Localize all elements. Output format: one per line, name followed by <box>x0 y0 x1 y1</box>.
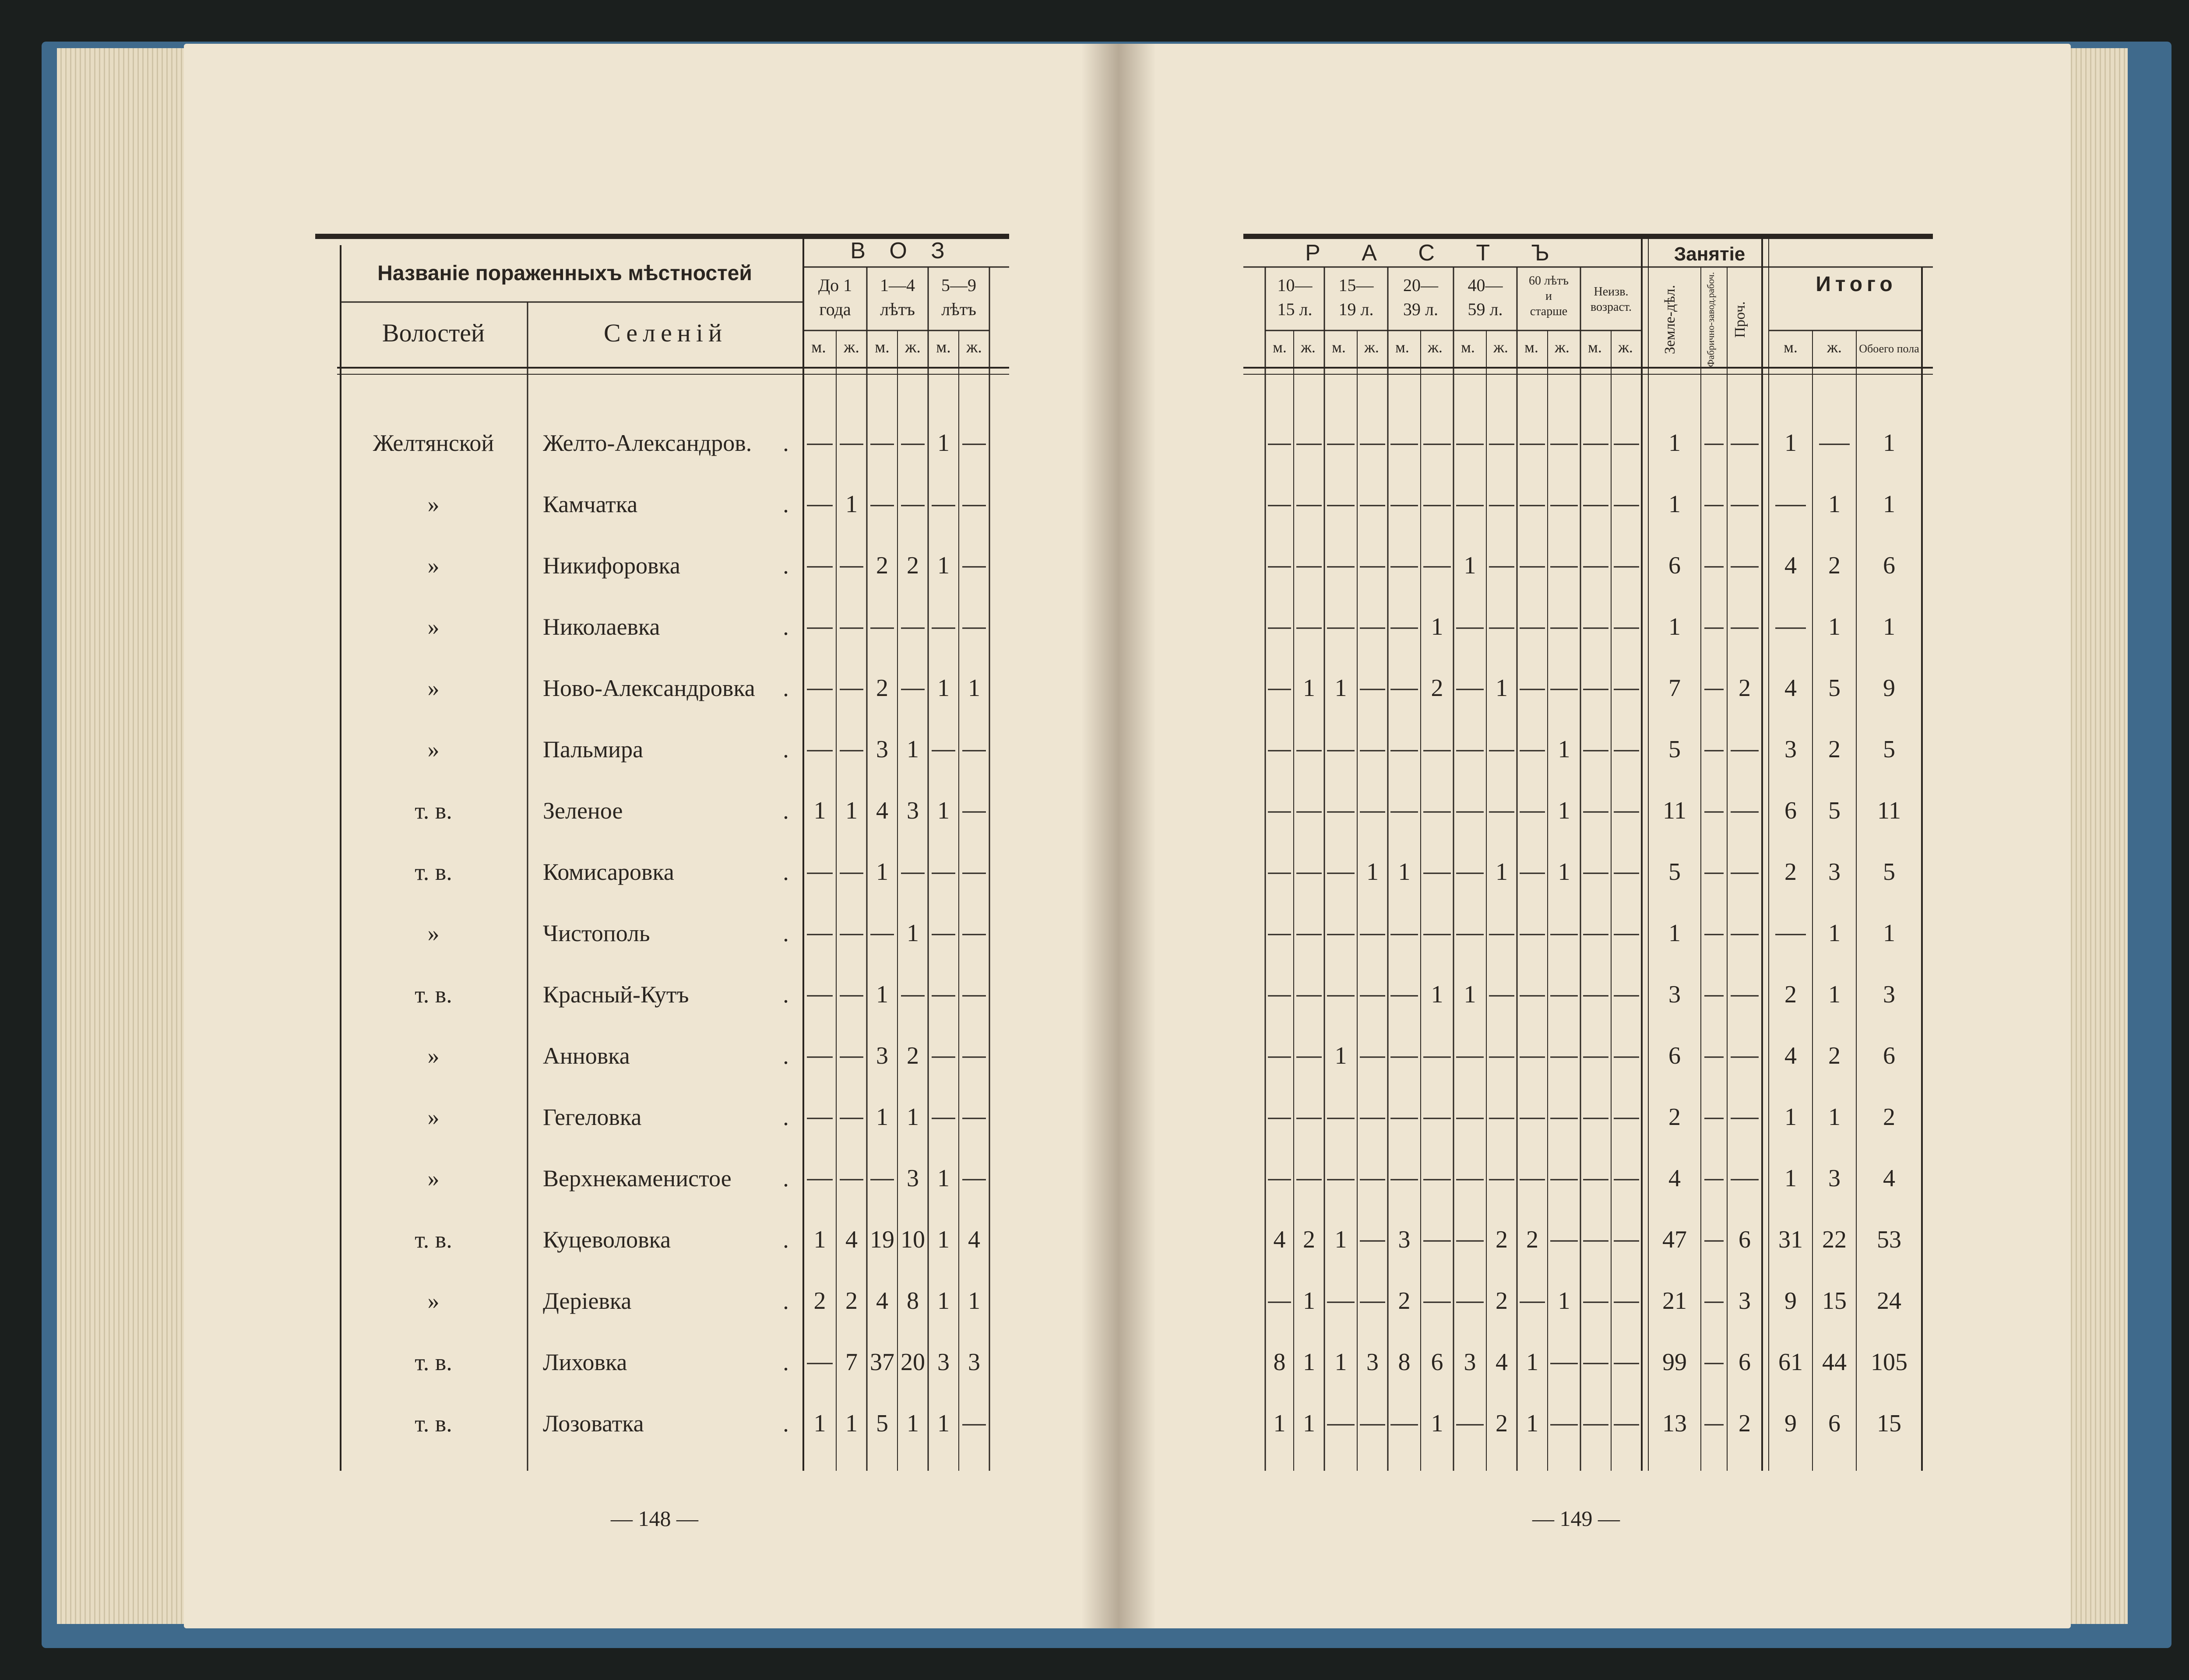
age-label: 15— <box>1338 275 1374 295</box>
leader-dot: . <box>783 430 789 456</box>
age-value: 1 <box>813 1226 826 1253</box>
age-value: 1 <box>876 858 888 886</box>
page-number-left: — 148 — <box>611 1506 698 1531</box>
total-value: 1 <box>1784 1165 1797 1192</box>
total-value: 1 <box>1883 920 1895 947</box>
age-value-right: 1 <box>1366 858 1379 886</box>
age-value: 1 <box>907 1104 919 1131</box>
occupation-value: 5 <box>1668 858 1681 886</box>
age-value-right: 2 <box>1496 1287 1508 1314</box>
occupation-value: 7 <box>1668 675 1681 702</box>
page-number-right: — 149 — <box>1532 1506 1620 1531</box>
age-value-right: 1 <box>1398 858 1411 886</box>
itogo-col: м. <box>1784 338 1798 356</box>
total-value: 3 <box>1883 981 1895 1008</box>
age-value-right: 1 <box>1303 1349 1315 1376</box>
age-label: лѣтъ <box>941 299 976 319</box>
selo-cell: Комисаровка <box>543 859 674 885</box>
age-value: 2 <box>876 552 888 579</box>
age-value-right: 2 <box>1526 1226 1538 1253</box>
age-value-right: 1 <box>1558 736 1570 763</box>
selo-cell: Желто-Александров. <box>543 430 752 456</box>
volost-cell: т. в. <box>415 859 452 885</box>
age-value: 4 <box>845 1226 858 1253</box>
age-label: 59 л. <box>1468 299 1503 319</box>
age-value: 1 <box>907 736 919 763</box>
header-title: Названіе пораженныхъ мѣстностей <box>377 262 752 285</box>
volost-cell: т. в. <box>415 798 452 824</box>
age-value: 1 <box>968 675 980 702</box>
age-label: года <box>819 299 851 319</box>
leader-dot: . <box>783 981 789 1008</box>
age-value: 1 <box>845 797 858 824</box>
volost-cell: » <box>427 552 440 579</box>
occupation-label: Фабрично-завод.рабоч. <box>1705 272 1716 367</box>
total-value: 11 <box>1877 797 1901 824</box>
age-value-right: 1 <box>1464 552 1476 579</box>
occupation-value: 6 <box>1739 1349 1751 1376</box>
sex-label: ж. <box>1493 338 1508 356</box>
age-value: 3 <box>907 1165 919 1192</box>
age-value-right: 2 <box>1431 675 1443 702</box>
sex-label: м. <box>1524 338 1538 356</box>
sex-label: ж. <box>966 338 982 356</box>
sex-label: ж. <box>1618 338 1633 356</box>
occupation-label: Проч. <box>1732 301 1748 338</box>
selo-cell: Гегеловка <box>543 1104 642 1130</box>
itogo-col: Обоего пола <box>1859 342 1919 355</box>
age-label: и <box>1545 289 1552 303</box>
selo-cell: Зеленое <box>543 798 623 824</box>
volost-cell: » <box>427 614 440 640</box>
occupation-value: 4 <box>1668 1165 1681 1192</box>
occupation-value: 11 <box>1663 797 1686 824</box>
sex-label: м. <box>1395 338 1409 356</box>
header-selo: Селеній <box>603 319 728 347</box>
age-value: 2 <box>907 552 919 579</box>
age-value: 1 <box>968 1287 980 1314</box>
sex-label: м. <box>1588 338 1602 356</box>
total-value: 1 <box>1828 491 1841 518</box>
age-value: 1 <box>937 797 950 824</box>
total-value: 4 <box>1784 1042 1797 1069</box>
sex-label: ж. <box>844 338 859 356</box>
leader-dot: . <box>783 675 789 701</box>
total-value: 1 <box>1883 613 1895 640</box>
sex-label: ж. <box>1555 338 1570 356</box>
age-value: 10 <box>901 1226 925 1253</box>
age-value: 1 <box>907 1410 919 1437</box>
age-value: 1 <box>937 1410 950 1437</box>
total-value: 9 <box>1784 1287 1797 1314</box>
age-label: лѣтъ <box>880 299 915 319</box>
age-value-right: 1 <box>1303 1287 1315 1314</box>
leader-dot: . <box>783 614 789 640</box>
total-value: 4 <box>1784 552 1797 579</box>
total-value: 5 <box>1828 675 1841 702</box>
sex-label: ж. <box>905 338 921 356</box>
total-value: 4 <box>1784 675 1797 702</box>
header-voz: В О З <box>850 238 954 264</box>
age-value: 3 <box>937 1349 950 1376</box>
leader-dot: . <box>783 552 789 579</box>
age-value-right: 1 <box>1526 1410 1538 1437</box>
volost-cell: т. в. <box>415 1227 452 1253</box>
occupation-value: 13 <box>1662 1410 1687 1437</box>
volost-cell: т. в. <box>415 981 452 1008</box>
age-value: 5 <box>876 1410 888 1437</box>
total-value: 15 <box>1822 1287 1847 1314</box>
total-value: 53 <box>1877 1226 1901 1253</box>
total-value: 5 <box>1883 858 1895 886</box>
age-value: 1 <box>937 429 950 457</box>
header-zan: Занятіе <box>1674 243 1746 265</box>
age-value-right: 1 <box>1303 675 1315 702</box>
total-value: 1 <box>1828 613 1841 640</box>
sex-label: ж. <box>1364 338 1379 356</box>
total-value: 6 <box>1828 1410 1841 1437</box>
occupation-value: 1 <box>1668 613 1681 640</box>
total-value: 3 <box>1828 1165 1841 1192</box>
total-value: 5 <box>1828 797 1841 824</box>
selo-cell: Лозоватка <box>543 1410 644 1437</box>
sex-label: м. <box>1461 338 1475 356</box>
age-value: 8 <box>907 1287 919 1314</box>
age-value-right: 1 <box>1558 797 1570 824</box>
age-value-right: 1 <box>1334 675 1347 702</box>
age-value-right: 8 <box>1273 1349 1286 1376</box>
age-label: 5—9 <box>941 275 976 295</box>
total-value: 9 <box>1883 675 1895 702</box>
age-label: 10— <box>1277 275 1313 295</box>
age-value-right: 3 <box>1398 1226 1411 1253</box>
age-value-right: 1 <box>1334 1349 1347 1376</box>
age-value: 1 <box>937 675 950 702</box>
header-itogo: Итого <box>1816 273 1897 296</box>
total-value: 2 <box>1784 981 1797 1008</box>
occupation-value: 1 <box>1668 920 1681 947</box>
age-value: 4 <box>876 1287 888 1314</box>
age-value: 3 <box>907 797 919 824</box>
age-value: 2 <box>907 1042 919 1069</box>
volost-cell: » <box>427 920 440 946</box>
age-value: 3 <box>876 1042 888 1069</box>
volost-cell: » <box>427 1288 440 1314</box>
itogo-col: ж. <box>1827 338 1842 356</box>
total-value: 4 <box>1883 1165 1895 1192</box>
age-label: Неизв. <box>1594 285 1629 299</box>
occupation-value: 3 <box>1668 981 1681 1008</box>
volost-cell: т. в. <box>415 1410 452 1437</box>
age-value: 20 <box>901 1349 925 1376</box>
age-label: 20— <box>1403 275 1438 295</box>
age-value: 4 <box>968 1226 980 1253</box>
age-label: старше <box>1530 305 1568 318</box>
selo-cell: Анновка <box>543 1043 630 1069</box>
age-label: 15 л. <box>1277 299 1313 319</box>
total-value: 9 <box>1784 1410 1797 1437</box>
total-value: 105 <box>1871 1349 1907 1376</box>
age-value-right: 4 <box>1496 1349 1508 1376</box>
total-value: 6 <box>1784 797 1797 824</box>
selo-cell: Лиховка <box>543 1349 627 1375</box>
total-value: 22 <box>1822 1226 1847 1253</box>
sex-label: м. <box>936 338 951 356</box>
volost-cell: т. в. <box>415 1349 452 1375</box>
occupation-value: 6 <box>1739 1226 1751 1253</box>
age-label: 1—4 <box>880 275 915 295</box>
selo-cell: Николаевка <box>543 614 660 640</box>
occupation-value: 3 <box>1739 1287 1751 1314</box>
selo-cell: Пальмира <box>543 736 644 763</box>
age-value-right: 3 <box>1366 1349 1379 1376</box>
leader-dot: . <box>783 491 789 517</box>
total-value: 31 <box>1778 1226 1803 1253</box>
total-value: 44 <box>1822 1349 1847 1376</box>
age-label: 39 л. <box>1403 299 1438 319</box>
age-value: 3 <box>876 736 888 763</box>
sex-label: ж. <box>1301 338 1316 356</box>
age-value: 1 <box>907 920 919 947</box>
leader-dot: . <box>783 1104 789 1130</box>
volost-cell: » <box>427 736 440 763</box>
total-value: 2 <box>1828 736 1841 763</box>
leader-dot: . <box>783 1410 789 1437</box>
selo-cell: Деріевка <box>543 1288 632 1314</box>
total-value: 1 <box>1883 429 1895 457</box>
leader-dot: . <box>783 798 789 824</box>
occupation-value: 5 <box>1668 736 1681 763</box>
total-value: 2 <box>1883 1104 1895 1131</box>
volost-cell: » <box>427 1043 440 1069</box>
occupation-value: 2 <box>1668 1104 1681 1131</box>
volost-cell: » <box>427 491 440 517</box>
leader-dot: . <box>783 1288 789 1314</box>
age-value: 2 <box>813 1287 826 1314</box>
age-value-right: 1 <box>1558 1287 1570 1314</box>
age-value-right: 3 <box>1464 1349 1476 1376</box>
age-value: 4 <box>876 797 888 824</box>
occupation-value: 2 <box>1739 675 1751 702</box>
occupation-label: Земле-дѣл. <box>1662 285 1678 355</box>
age-value-right: 4 <box>1273 1226 1286 1253</box>
total-value: 1 <box>1784 429 1797 457</box>
occupation-value: 1 <box>1668 491 1681 518</box>
age-value: 2 <box>845 1287 858 1314</box>
total-value: 24 <box>1877 1287 1901 1314</box>
occupation-value: 6 <box>1668 552 1681 579</box>
age-value: 1 <box>937 1287 950 1314</box>
age-value-right: 2 <box>1303 1226 1315 1253</box>
selo-cell: Никифоровка <box>543 552 680 579</box>
age-value-right: 1 <box>1431 613 1443 640</box>
age-value: 2 <box>876 675 888 702</box>
total-value: 15 <box>1877 1410 1901 1437</box>
leader-dot: . <box>783 1227 789 1253</box>
age-label: 40— <box>1468 275 1503 295</box>
age-value-right: 2 <box>1496 1226 1508 1253</box>
total-value: 5 <box>1883 736 1895 763</box>
age-value-right: 1 <box>1303 1410 1315 1437</box>
age-value-right: 1 <box>1496 675 1508 702</box>
leader-dot: . <box>783 1043 789 1069</box>
total-value: 2 <box>1784 858 1797 886</box>
total-value: 1 <box>1828 981 1841 1008</box>
leader-dot: . <box>783 1349 789 1375</box>
total-value: 2 <box>1828 552 1841 579</box>
leader-dot: . <box>783 859 789 885</box>
occupation-value: 21 <box>1662 1287 1687 1314</box>
age-value-right: 1 <box>1526 1349 1538 1376</box>
leader-dot: . <box>783 1165 789 1191</box>
age-value: 1 <box>845 491 858 518</box>
age-value: 3 <box>968 1349 980 1376</box>
total-value: 1 <box>1828 920 1841 947</box>
volost-cell: » <box>427 1165 440 1191</box>
age-value-right: 1 <box>1431 1410 1443 1437</box>
total-value: 3 <box>1784 736 1797 763</box>
age-value-right: 1 <box>1496 858 1508 886</box>
selo-cell: Красный-Кутъ <box>543 981 689 1008</box>
volost-cell: » <box>427 1104 440 1130</box>
occupation-value: 47 <box>1662 1226 1687 1253</box>
selo-cell: Ново-Александровка <box>543 675 755 701</box>
total-value: 1 <box>1784 1104 1797 1131</box>
header-rast: Р А С Т Ъ <box>1305 240 1567 266</box>
selo-cell: Верхнекаменистое <box>543 1165 732 1191</box>
header-volost: Волостей <box>382 319 485 347</box>
sex-label: м. <box>1273 338 1287 356</box>
age-label: До 1 <box>818 275 852 295</box>
age-value-right: 1 <box>1273 1410 1286 1437</box>
age-value-right: 1 <box>1558 858 1570 886</box>
age-value-right: 2 <box>1398 1287 1411 1314</box>
leader-dot: . <box>783 736 789 763</box>
age-label: возраст. <box>1590 300 1632 314</box>
total-value: 6 <box>1883 552 1895 579</box>
age-value: 1 <box>937 552 950 579</box>
age-value: 37 <box>870 1349 894 1376</box>
age-value: 19 <box>870 1226 894 1253</box>
leader-dot: . <box>783 920 789 946</box>
total-value: 3 <box>1828 858 1841 886</box>
occupation-value: 1 <box>1668 429 1681 457</box>
age-value-right: 1 <box>1431 981 1443 1008</box>
age-label: 60 лѣтъ <box>1529 274 1569 288</box>
volost-cell: Желтянской <box>373 430 494 456</box>
occupation-value: 6 <box>1668 1042 1681 1069</box>
sex-label: м. <box>811 338 826 356</box>
occupation-value: 2 <box>1739 1410 1751 1437</box>
age-value-right: 1 <box>1464 981 1476 1008</box>
age-value-right: 8 <box>1398 1349 1411 1376</box>
age-value: 1 <box>813 797 826 824</box>
age-value: 1 <box>845 1410 858 1437</box>
sex-label: м. <box>875 338 890 356</box>
age-value: 1 <box>813 1410 826 1437</box>
age-value-right: 2 <box>1496 1410 1508 1437</box>
occupation-value: 99 <box>1662 1349 1687 1376</box>
age-value-right: 6 <box>1431 1349 1443 1376</box>
age-value: 1 <box>937 1226 950 1253</box>
sex-label: м. <box>1332 338 1346 356</box>
age-value: 7 <box>845 1349 858 1376</box>
total-value: 2 <box>1828 1042 1841 1069</box>
total-value: 61 <box>1778 1349 1803 1376</box>
age-value-right: 1 <box>1334 1042 1347 1069</box>
age-value-right: 1 <box>1334 1226 1347 1253</box>
volost-cell: » <box>427 675 440 701</box>
age-value: 1 <box>876 981 888 1008</box>
selo-cell: Куцеволовка <box>543 1227 671 1253</box>
selo-cell: Камчатка <box>543 491 638 517</box>
total-value: 1 <box>1883 491 1895 518</box>
selo-cell: Чистополь <box>543 920 650 946</box>
sex-label: ж. <box>1428 338 1443 356</box>
age-value: 1 <box>937 1165 950 1192</box>
total-value: 1 <box>1828 1104 1841 1131</box>
total-value: 6 <box>1883 1042 1895 1069</box>
age-value: 1 <box>876 1104 888 1131</box>
age-label: 19 л. <box>1338 299 1374 319</box>
